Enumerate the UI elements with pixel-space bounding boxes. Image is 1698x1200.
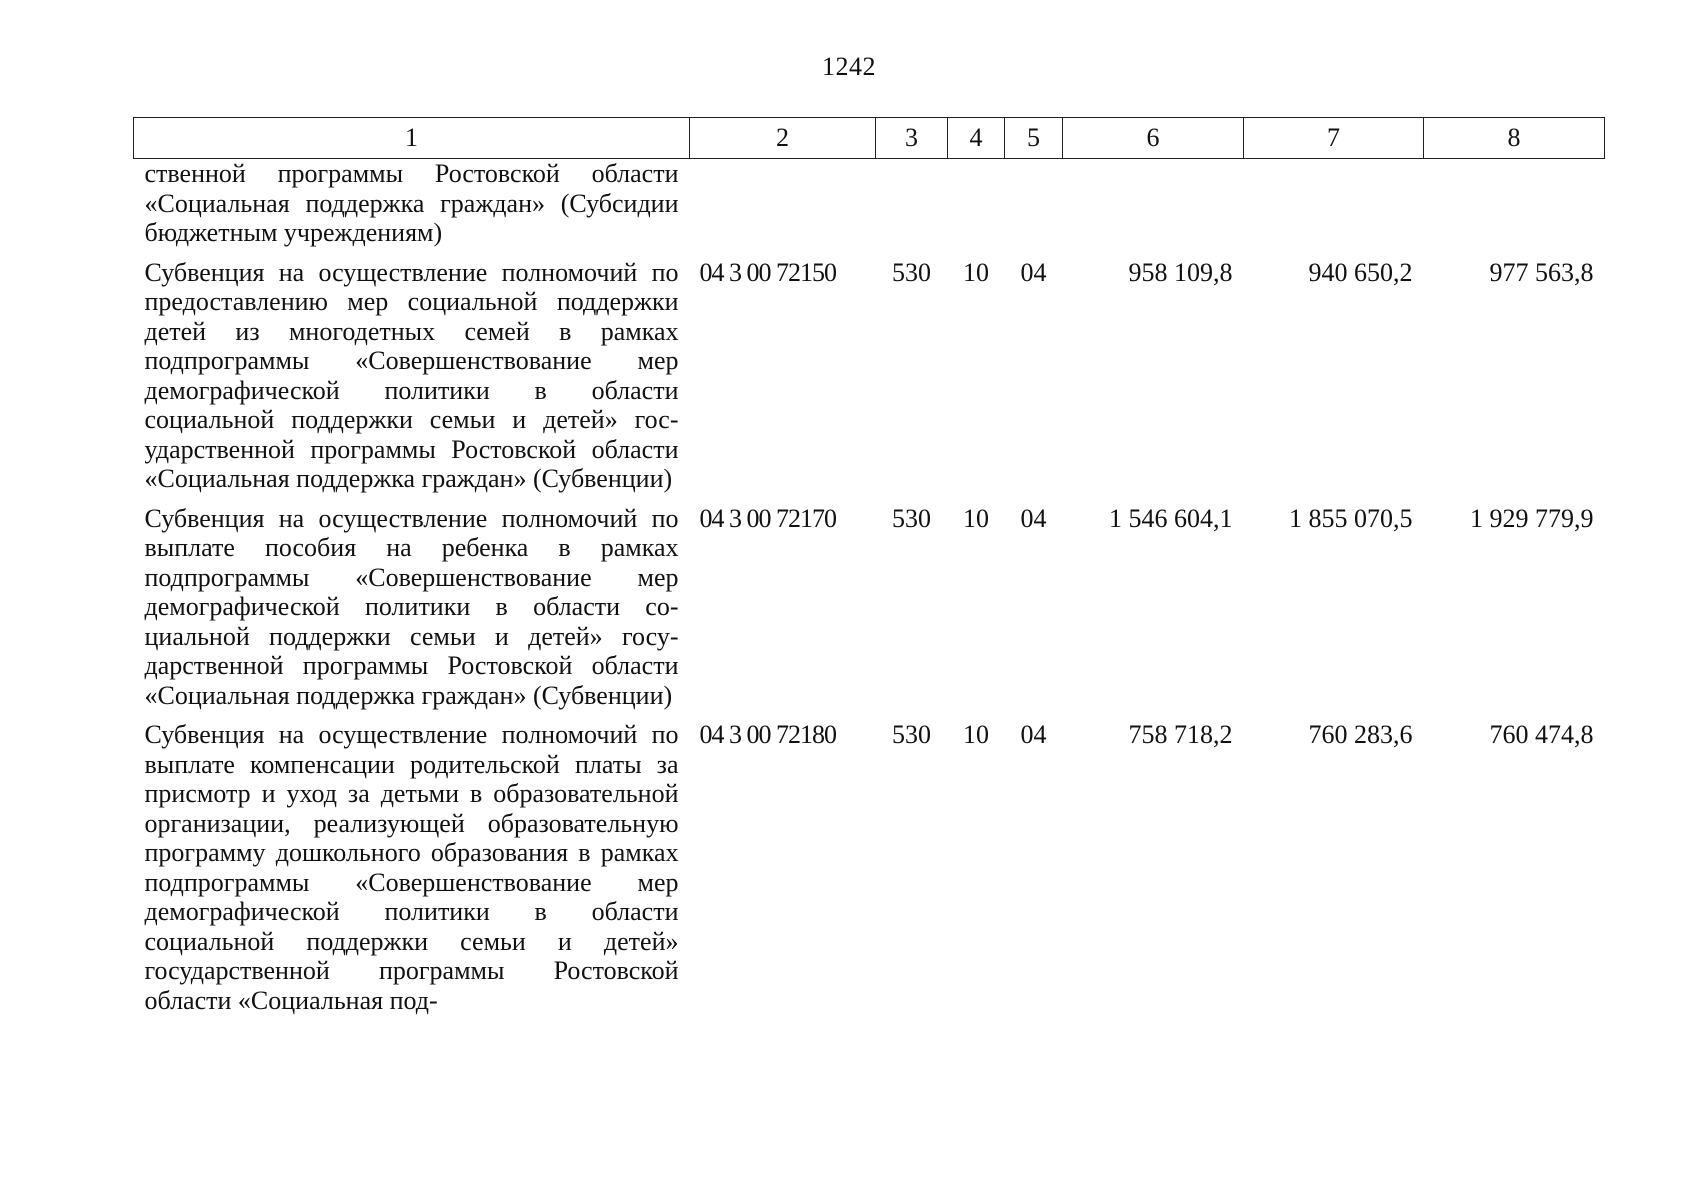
row-target-article: 04 3 00 72150 (699, 257, 836, 287)
header-col-8: 8 (1424, 118, 1605, 159)
row-amount-1 (1063, 159, 1244, 258)
table-body (134, 159, 1605, 1026)
row-subsection: 04 (1020, 257, 1047, 287)
row-amount-3: 760 474,8 (1489, 720, 1594, 749)
row-description: Субвенция на осуществление полномочий по предоставлению мер социальной поддержки детей из многодетных семей в рамках подпрограммы «Совершенствование мер демографической политики в области социальной поддержки семьи и детей» государственной программы Ростовской области «Социальная поддержка граждан» (Субвенции) (144, 257, 679, 493)
row-amount-2: 1 855 070,5 (1289, 503, 1413, 533)
row-expense-type: 530 (892, 503, 931, 533)
row-amount-1: 958 109,8 (1128, 257, 1233, 287)
header-col-2: 2 (690, 118, 876, 159)
page-number: 1242 (822, 52, 876, 81)
header-col-6: 6 (1063, 118, 1244, 159)
row-amount-1: 758 718,2 (1128, 720, 1233, 749)
row-amount-2 (1244, 159, 1424, 258)
row-amount-2: 760 283,6 (1308, 720, 1413, 749)
row-amount-3 (1424, 159, 1605, 258)
row-target-article (690, 159, 876, 258)
row-amount-3: 977 563,8 (1489, 257, 1594, 287)
row-expense-type: 530 (892, 720, 931, 749)
row-amount-1: 1 546 604,1 (1109, 503, 1233, 533)
table-row (134, 258, 1605, 504)
row-section: 10 (963, 720, 989, 749)
row-target-article: 04 3 00 72180 (699, 720, 836, 749)
table-header (134, 118, 1605, 159)
row-target-article: 04 3 00 72170 (699, 503, 836, 533)
row-description: Субвенция на осуществление полномочий по выплате пособия на ребенка в рамках подпрограммы «Совершенствование мер демографической политики в области социальной поддержки семьи и детей» государственной программы Ростовской области «Социальная поддержка граждан» (Субвенции) (144, 503, 679, 710)
row-section: 10 (963, 257, 989, 287)
header-col-5: 5 (1005, 118, 1063, 159)
header-col-7: 7 (1244, 118, 1424, 159)
row-description: ственной программы Ростовской области «Социальная поддержка граждан» (Субсидии бюджетным учреждениям) (144, 159, 679, 247)
table-row (134, 159, 1605, 258)
row-subsection: 04 (1020, 503, 1047, 533)
header-col-1: 1 (134, 118, 690, 159)
row-amount-2: 940 650,2 (1308, 257, 1413, 287)
row-section (948, 159, 1005, 258)
row-description: Субвенция на осуществление полномочий по выплате компенсации родительской платы за присмотр и уход за детьми в образовательной организации, реализующей образовательную программу дошкольного образования в рамках подпрограммы «Совершенствование мер демографической политики в области социальной поддержки семьи и детей» государственной программы Ростовской области «Социальная под- (144, 720, 679, 1015)
row-amount-3: 1 929 779,9 (1470, 503, 1594, 533)
row-subsection (1005, 159, 1063, 258)
table-row (134, 504, 1605, 721)
header-col-4: 4 (948, 118, 1005, 159)
header-row (134, 118, 1605, 159)
budget-table (133, 117, 1605, 1025)
row-expense-type: 530 (892, 257, 931, 287)
row-section: 10 (963, 503, 989, 533)
header-col-3: 3 (876, 118, 948, 159)
row-expense-type (876, 159, 948, 258)
row-subsection: 04 (1020, 720, 1047, 749)
table-row (134, 720, 1605, 1025)
